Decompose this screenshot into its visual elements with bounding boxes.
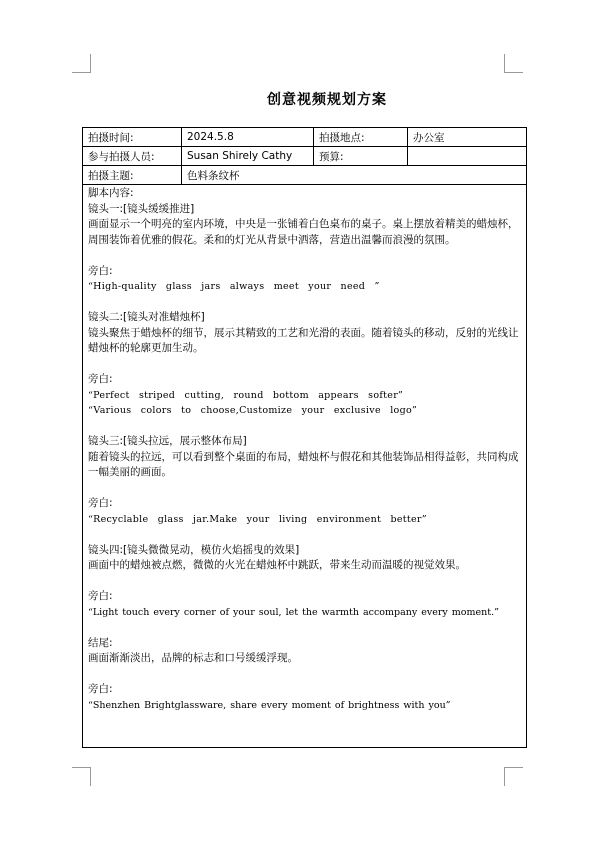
location-label: 拍摄地点: — [314, 128, 408, 147]
crop-mark-bottom-right — [504, 767, 523, 786]
spacer — [88, 481, 522, 497]
shot1-description: 画面显示一个明亮的室内环境，中央是一张铺着白色桌布的桌子。桌上摆放着精美的蜡烛杯，周围装饰着优雅的假花。柔和的灯光从背景中洒落，营造出温馨而浪漫的氛围。 — [88, 218, 519, 246]
voiceover4-label: 旁白: — [88, 590, 113, 602]
spacer — [88, 419, 522, 435]
shot1-title: 镜头一:[镜头缓缓推进] — [88, 202, 195, 215]
spacer — [88, 574, 522, 590]
voiceover5-label: 旁白: — [88, 683, 113, 695]
location-value[interactable]: 办公室 — [408, 128, 527, 147]
shot2-description: 镜头聚焦于蜡烛杯的细节，展示其精致的工艺和光滑的表面。随着镜头的移动，反射的光线让蜡烛杯的轮廓更加生动。 — [88, 326, 519, 354]
voiceover3-text: “Recyclable glass jar.Make your living environment better” — [88, 513, 427, 525]
script-content-cell[interactable] — [82, 182, 527, 748]
voiceover2-text-2: “Various colors to choose,Customize your exclusive logo” — [88, 405, 418, 416]
voiceover5-text: “Shenzhen Brightglassware, share every moment of brightness with you” — [88, 699, 451, 711]
budget-value[interactable] — [408, 147, 527, 166]
shot2-title: 镜头二:[镜头对准蜡烛杯] — [88, 311, 205, 323]
voiceover1-label: 旁白: — [88, 264, 113, 277]
shoot-time-value[interactable]: 2024.5.8 — [182, 128, 314, 147]
voiceover2-label: 旁白: — [88, 373, 113, 385]
shot3-description: 随着镜头的拉远，可以看到整个桌面的布局，蜡烛杯与假花和其他装饰品相得益彰，共同构成一幅美丽的画面。 — [88, 450, 519, 478]
voiceover4-text: “Light touch every corner of your soul, let the warmth accompany every moment.” — [88, 606, 499, 618]
ending-description: 画面渐渐淡出，品牌的标志和口号缓缓浮现。 — [88, 652, 298, 664]
crop-mark-bottom-left — [72, 767, 91, 786]
theme-label: 拍摄主题: — [83, 166, 182, 185]
crop-mark-top-left — [72, 54, 91, 73]
shot3-title: 镜头三:[镜头拉远，展示整体布局] — [88, 435, 247, 447]
participants-value[interactable]: Susan Shirely Cathy — [182, 147, 314, 166]
crop-mark-top-right — [504, 54, 523, 73]
theme-value[interactable]: 色料条纹杯 — [182, 166, 527, 185]
voiceover2-text-1: “Perfect striped cutting, round bottom appears softer” — [88, 389, 404, 401]
info-row-participants-budget — [83, 147, 527, 166]
shot4-title: 镜头四:[镜头微微晃动，模仿火焰摇曳的效果] — [88, 543, 300, 556]
info-row-time-location — [83, 128, 527, 147]
voiceover3-label: 旁白: — [88, 497, 113, 509]
voiceover1-text: “High-quality glass jars always meet your need ” — [88, 281, 380, 292]
script-heading: 脚本内容: — [88, 187, 134, 199]
ending-label: 结尾: — [88, 636, 113, 649]
spacer — [88, 667, 522, 683]
participants-label: 参与拍摄人员: — [83, 147, 182, 166]
spacer — [88, 295, 522, 311]
spacer — [88, 527, 522, 543]
shoot-time-label: 拍摄时间: — [83, 128, 182, 147]
spacer — [88, 357, 522, 373]
spacer — [88, 248, 522, 264]
budget-label: 预算: — [314, 147, 408, 166]
spacer — [88, 620, 522, 636]
shot4-description: 画面中的蜡烛被点燃，微微的火光在蜡烛杯中跳跃，带来生动而温暖的视觉效果。 — [88, 559, 466, 571]
document-title: 创意视频规划方案 — [267, 92, 387, 108]
info-table — [82, 127, 527, 185]
